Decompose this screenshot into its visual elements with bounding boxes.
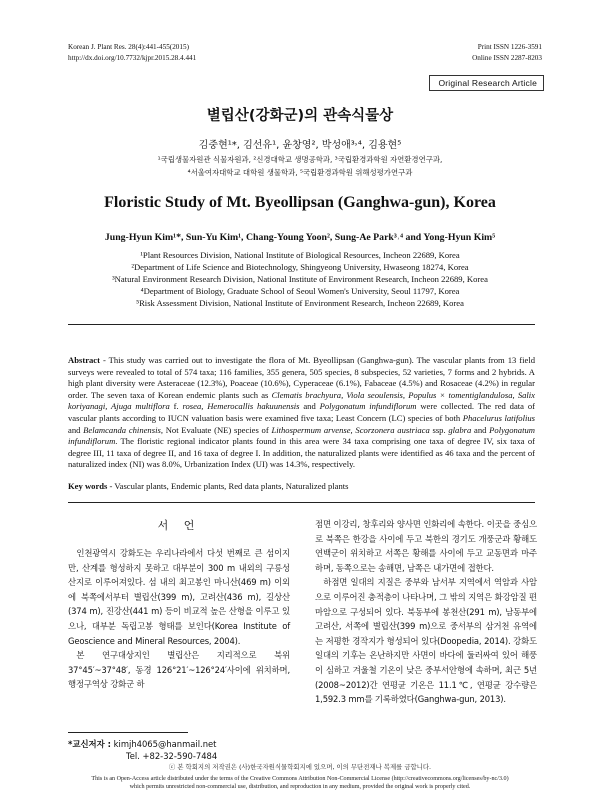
- intro-paragraph-2: 본 연구대상지인 별립산은 지리적으로 북위 37°45′~37°48′, 동경 126°21′~126°24′사이에 위치하며, 행정구역상 강화군 하: [68, 650, 290, 690]
- article-type-badge: Original Research Article: [429, 75, 544, 91]
- intro-right-column: [315, 517, 537, 707]
- license-line-1: This is an Open-Access article distributed under the terms of the Creative Commons Attribution Non-Commercial License (http://creativecommons.org/licenses/by-nc/3.0): [91, 776, 509, 782]
- english-affiliation-5: ⁵Risk Assessment Division, National Institute of Environment Research, Incheon 22689, Korea: [136, 298, 464, 308]
- intro-left-column: [68, 546, 290, 692]
- journal-citation: Korean J. Plant Res. 28(4):441-455(2015): [68, 43, 189, 51]
- journal-header: [68, 42, 196, 64]
- intro-paragraph-3: 하점면 일대의 지질은 중부와 남서부 지역에서 역암과 사암으로 이루어진 충적층이 나타나며, 그 밖의 지역은 화강암질 편마암으로 구성되어 있다. 북동부에 봉천산(291 m), 남동부에 고려산, 서쪽에 별립산(399 m)으로 중서부의 삼거천 유역에는 저평한 경작지가 형성되어 있다(Doopedia, 2014). 강화도 일대의 기후는 온난하지만 사면이 바다에 둘러싸여 있어 해풍이 심하고 겨울철 기온이 낮은 중부서안형에 속하며, 최근 5년(2008~2012)간 연평균 기온은 11.1℃, 연평균 강수량은 1,592.3 mm를 기록하였다(Ganghwa-gun, 2013).: [315, 577, 537, 705]
- correspondence: [68, 738, 217, 763]
- english-affiliation-1: ¹Plant Resources Division, National Institute of Biological Resources, Incheon 22689, Korea: [140, 250, 460, 260]
- korean-title: 별립산(강화군)의 관속식물상: [206, 108, 394, 124]
- copyright-notice: ⓒ 본 학회지의 저작권은 (사)한국자원식물학회지에 있으며, 이의 무단전재나 복제를 금합니다.: [168, 763, 432, 771]
- english-affiliation-4: ⁴Department of Biology, Graduate School of Seoul Women's University, Seoul 11797, Korea: [140, 286, 460, 296]
- correspondence-label: *교신저자 :: [68, 739, 112, 749]
- keywords: [68, 481, 535, 491]
- intro-heading: 서 언: [157, 519, 201, 532]
- issn-block: [472, 42, 542, 64]
- correspondence-email[interactable]: kimjh4065@hanmail.net: [111, 739, 217, 749]
- keywords-text: - Vascular plants, Endemic plants, Red data plants, Naturalized plants: [107, 481, 349, 491]
- abstract-top-rule: [68, 324, 535, 325]
- intro-paragraph-1: 인천광역시 강화도는 우리나라에서 다섯 번째로 큰 섬이지만, 산계를 형성하지 못하고 대부분이 300 m 내외의 구릉성 산지로 이루어져있다. 섬 내의 최고봉인 마니산(469 m) 이외에 북쪽에서부터 별립산(399 m), 고려산(436 m), 길상산(374 m), 진강산(441 m) 등이 비교적 높은 산형을 이루고 있으나, 대부분 독립고봉 형태를 보인다(Korea Institute of Geoscience and Mineral Resources, 2004).: [68, 548, 290, 646]
- english-affiliation-3: ³Natural Environment Research Division, National Institute of Environment Research, Incheon 22689, Korea: [112, 274, 488, 284]
- abstract-bottom-rule: [68, 502, 535, 503]
- doi-link[interactable]: http://dx.doi.org/10.7732/kjpr.2015.28.4.441: [68, 54, 197, 62]
- english-authors: Jung-Hyun Kim¹*, Sun-Yu Kim¹, Chang-Young Yoon², Sung-Ae Park³˒⁴ and Yong-Hyun Kim⁵: [104, 232, 496, 243]
- correspondence-rule: [68, 732, 188, 733]
- korean-affiliation-line-1: ¹국립생물자원관 식물자원과, ²신경대학교 생명공학과, ³국립환경과학원 자연환경연구과,: [157, 155, 443, 164]
- correspondence-tel: Tel. +82-32-590-7484: [126, 751, 218, 762]
- abstract-label: Abstract: [68, 355, 100, 365]
- korean-affiliation-line-2: ⁴서울여자대학교 대학원 생물학과, ⁵국립환경과학원 위해성평가연구과: [187, 168, 413, 177]
- keywords-label: Key words: [68, 481, 108, 491]
- issn-print: Print ISSN 1226-3591: [477, 43, 542, 51]
- english-title: Floristic Study of Mt. Byeollipsan (Ganghwa-gun), Korea: [104, 194, 496, 211]
- license-line-2: which permits unrestricted non-commercial use, distribution, and reproduction in any medium, provided the original work is properly cited.: [129, 784, 471, 790]
- license-notice: [30, 775, 570, 791]
- intro-paragraph-2-cont: 점면 이강리, 창후리와 양사면 인화리에 속한다. 이곳을 중심으로 북쪽은 한강을 사이에 두고 북한의 경기도 개풍군과 황해도 연백군이 위치하고 서쪽은 황해를 사이에 두고 교동면과 마주하며, 동쪽으로는 송해면, 남쪽은 내가면에 접한다.: [315, 519, 537, 573]
- english-affiliation-2: ²Department of Life Science and Biotechnology, Shingyeong University, Hwaseong 18274, Korea: [131, 262, 469, 272]
- korean-authors: 김중현¹*, 김선유¹, 윤창영², 박성애³˒⁴, 김용현⁵: [198, 140, 402, 151]
- abstract: Abstract - This study was carried out to investigate the flora of Mt. Byeollipsan (Ganghwa-gun). The vascular plants from 13 field surveys were revealed to total of 574 taxa; 116 families, 355 genera, 505 species, 8 subspecies, 52 varieties, 7 forms and 2 hybrids. A high plant diversity were Asteraceae (12.3%), Poaceae (10.6%), Cyperaceae (6.1%), Fabaceae (4.5%) and Rosaceae (4.2%) in regular order. The seven taxa of Korean endemic plants such as Clematis brachyura, Viola seoulensis, Populus × tomentiglandulosa, Salix koriyanagi, Ajuga multiflora f. rosea, Hemerocallis hakuunensis and Polygonatum infundiflorum were collected. The red data of vascular plants according to IUCN valuation basis were examined five taxa; Least Concern (LC) species of both Phacelurus latifolius and Belamcanda chinensis, Not Evaluate (NE) species of Lithospermum arvense, Scorzonera austriaca ssp. glabra and Polygonatum infundiflorum. The floristic regional indicator plants found in this area were 34 taxa comprising one taxa of degree IV, six taxa of degree III, 11 taxa of degree II, and 16 taxa of degree I. In addition, the naturalized plants were identified as 46 taxa and the percent of naturalized index (NI) was 8.0%, Urbanization Index (UI) was 14.3%, respectively.: [68, 355, 535, 470]
- issn-online: Online ISSN 2287-8203: [472, 54, 542, 62]
